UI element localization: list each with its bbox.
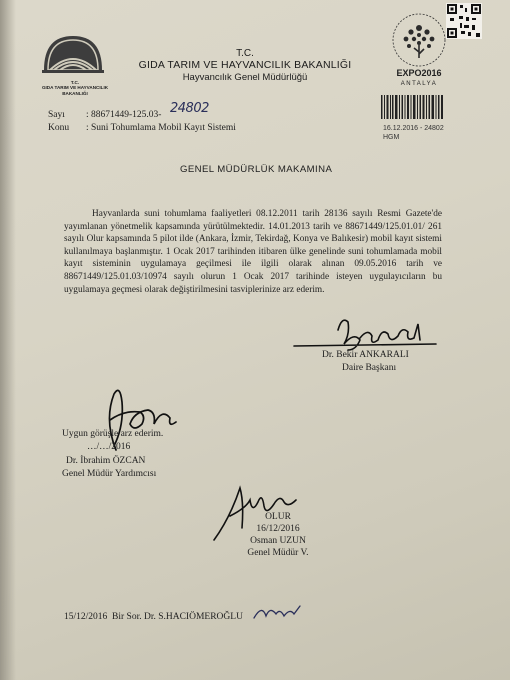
konu-value: : Suni Tohumlama Mobil Kayıt Sistemi: [86, 123, 236, 133]
sayi-value: : 88671449-125.03-: [86, 110, 162, 120]
page-edge-shadow: [0, 0, 16, 680]
approval-date: …/…/2016: [87, 442, 131, 453]
signer3-name: Osman UZUN: [250, 536, 306, 546]
addressee: GENEL MÜDÜRLÜK MAKAMINA: [180, 164, 333, 175]
expo-title: EXPO2016: [396, 68, 442, 78]
stamp-unit: HGM: [383, 134, 400, 141]
approval-text: Uygun görüşle arz ederim.: [62, 429, 164, 439]
logo-caption: [40, 80, 110, 96]
footer-initials: [250, 600, 310, 624]
approval-block-deputy: [62, 428, 163, 482]
logo-caption-line2: GIDA TARIM VE HAYVANCILIK: [41, 85, 109, 91]
konu-label: Konu: [48, 123, 70, 133]
header-ministry: GIDA TARIM VE HAYVANCILIK BAKANLIĞI: [138, 59, 352, 71]
qr-code-icon: [446, 3, 482, 39]
konu-row: [48, 122, 236, 135]
letterhead: [130, 48, 360, 84]
signer2-name: Dr. İbrahim ÖZCAN: [66, 455, 146, 466]
expo-2016-logo-icon: [388, 12, 450, 94]
signer2-title: Genel Müdür Yardımcısı: [62, 469, 157, 480]
logo-caption-line3: BAKANLIĞI: [62, 90, 88, 96]
signer1-title: Daire Başkanı: [342, 363, 397, 373]
stamp-text: [383, 124, 444, 142]
stamp-date-code: 16.12.2016 - 24802: [383, 125, 444, 132]
olur-label: OLUR: [265, 512, 291, 522]
header-tc: T.C.: [236, 48, 254, 59]
expo-city: ANTALYA: [400, 81, 438, 87]
body-paragraph: Hayvanlarda suni tohumlama faaliyetleri 08.12.2011 tarih 28136 sayılı Resmi Gazete'de yayımlanan yönetmelik kapsamında yürütülmektedir. 14.01.2013 tarih ve 88671449/125.01.01/ 261 sayılı Olur kapsamında 5 pilot ilde (Ankara, İzmir, Tekirdağ, Konya ve Balıkesir) mobil kayıt sistemi kullanılmaya başlanmıştır. 1 Ocak 2017 tarihinden itibaren ülke genelinde suni tohumlamada mobil kayıt sisteminin uygulamaya geçilmesi ile ilgili olarak alınan 09.05.2016 tarih ve 88671449/125.01.03/10974 sayılı olurun 1 Ocak 2017 tarihinde isteyen uygulayıcıların bu uygulamaya geçmesi olarak değiştirilmesini tasviplerinize arz ederim.: [64, 209, 442, 295]
approval-block-director: [228, 511, 328, 559]
signer1-name: Dr. Bekir ANKARALI: [322, 350, 409, 360]
footer-note: 15/12/2016 Bir Sor. Dr. S.HACIÖMEROĞLU: [64, 612, 243, 622]
sayi-label: Sayı: [48, 110, 65, 120]
header-department: Hayvancılık Genel Müdürlüğü: [182, 72, 308, 83]
olur-date: 16/12/2016: [256, 524, 300, 534]
handwritten-number: 24802: [170, 101, 209, 116]
barcode-icon: [381, 95, 443, 119]
logo-caption-line1: T.C.: [70, 80, 80, 85]
signer3-title: Genel Müdür V.: [247, 548, 309, 558]
